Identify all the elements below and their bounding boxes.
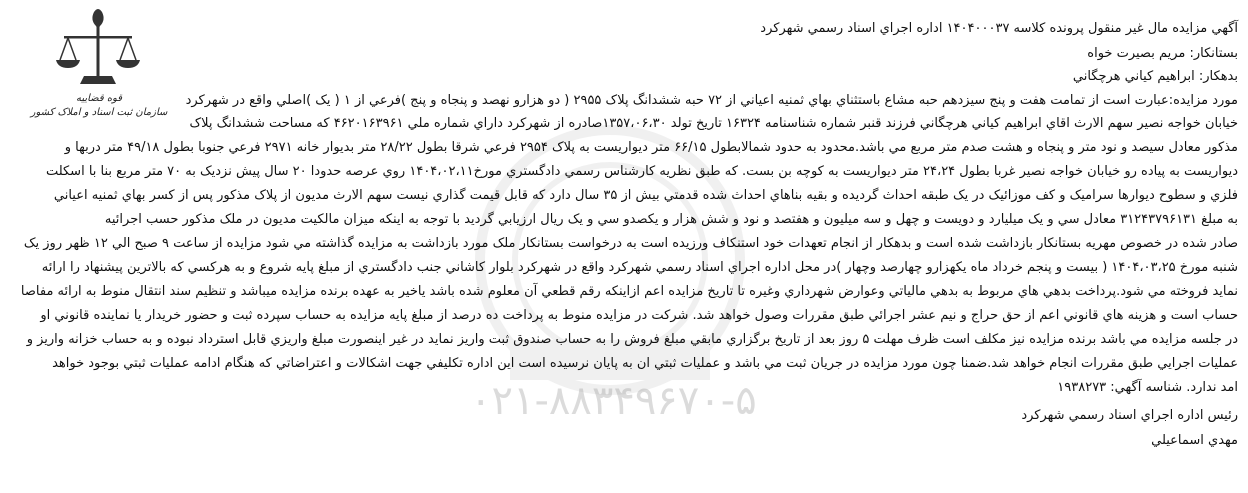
body-line: شنبه مورخ ۱۴۰۴،۰۳،۲۵ ( بيست و پنجم خرداد ماه يکهزارو چهارصد وچهار )در محل اداره اجراي اسناد رسمي شهرکرد واقع در شهرکرد بلوار کاشاني جنب دادگستري از مبلغ پايه شروع و به هرکسي که بالاترين پيشنهاد را ارائه xyxy=(41,260,1238,275)
justice-scales-icon xyxy=(50,6,146,92)
debtor-line: بدهکار: ابراهيم کياني هرچگاني xyxy=(1072,69,1238,84)
body-line: صادر شده در خصوص مهريه بستانکار بازداشت شده است و بدهکار از انجام تعهدات خود استنکاف ورزيده است به درخواست بستانکار ملک مورد بازداشت به مزايده گذاشته مي شود مزايده از ساعت ۹ صبح الي ۱۲ ظهر روز يک xyxy=(23,236,1238,251)
logo-caption-line2: سازمان ثبت اسناد و املاک کشور xyxy=(30,107,168,118)
body-line: به مبلغ ۳۱۲۴۳۷۹۶۱۳۱ معادل سي و يک ميليارد و دويست و چهل و سه ميليون و هفتصد و نود و شش هزار و يکصدو سي و يک ريال ارزيابي گرديد با توجه به اينکه ميزان مالکيت مديون در ملک مذکور حسب اجرائيه xyxy=(104,212,1238,227)
creditor-line: بستانکار: مريم بصيرت خواه xyxy=(1087,46,1238,61)
body-line: مذکور معادل سيصد و نود متر و پنجاه و هشت صدم متر مربع مي باشد.محدود به حدود شمالابطول ۶۶/۱۵ متر ديواريست به پلاک ۲۹۵۴ فرعي شرقا بطول ۲۸/۲۲ متر بديوار خانه ۲۹۷۱ فرعي جنوبا بطول ۴۹/۱۸ متر دربها و xyxy=(64,140,1238,155)
logo-caption-line1: قوه قضاییه xyxy=(75,93,123,104)
body-line: ديواريست به پياده رو خيابان خواجه نصير غربا بطول ۲۴،۲۴ متر ديواريست به کوچه بن بست. که طبق نظريه کارشناس رسمي دادگستري مورخ۱۴۰۴،۰۲،۱۱ روي عرصه حدودا ۲۰ سال پيش نزديک به ۷۰ متر مربع بنا با اسکلت xyxy=(45,164,1238,179)
body-line: مورد مزايده:عبارت است از تمامت هفت و پنج سيزدهم حبه مشاع باستثناي بهاي ثمنيه اعياني از ۷۲ حبه ششدانگ پلاک ۲۹۵۵ ( دو هزارو نهصد و پنجاه و پنج )فرعي از ۱ ( يک )اصلي واقع در شهرکرد xyxy=(185,93,1238,108)
body-line: نمايد فروخته مي شود.پرداخت بدهي هاي مربوط به بدهي مالياتي وعوارض شهرداري وغيره تا تاريخ مزايده اعم ازاينکه رقم قطعي آن معلوم شده باشد ياخير به عهده برنده مزايده ميباشد و تنظيم سند انتقال منوط به ارائه مفاصا xyxy=(20,284,1238,299)
body-line: در جلسه مزايده مي باشد برنده مزايده نيز مکلف است ظرف مهلت ۵ روز بعد از تاريخ برگزاري مابقي مبلغ فروش را به حساب صندوق ثبت واريز نمايد در غير اينصورت مبلغ واريزي قابل استرداد نبوده و به حساب خزانه واريز و xyxy=(26,332,1238,347)
watermark-phone: ۰۲۱-۸۸۳۴۹۶۷۰-۵ xyxy=(470,378,757,424)
body-line: فلزي و سطوح ديوارها سراميک و کف موزائيک در يک طبقه احداث گرديده و بقيه بناهاي احداث شده قدمتي بيش از ۳۵ سال دارد که قابل قيمت گذاري نيست سهم الارث مديون از پلاک مذکور پس از کسر بهاي ثمنيه اعياني xyxy=(53,188,1238,203)
body-line: عمليات اجرايي طبق مقررات انجام خواهد شد.ضمنا چون مورد مزايده در جريان ثبت مي باشد و عمليات ثبتي ان به پايان نرسيده است اين اداره تکليفي جهت اشکالات و اعتراضاتي که هنگام ادامه عمليات ثبتي بوجود خواهد xyxy=(52,356,1238,371)
signer-name: مهدي اسماعيلي xyxy=(1151,433,1238,448)
signer-title: رئيس اداره اجراي اسناد رسمي شهرکرد xyxy=(1021,408,1238,423)
body-line: خيابان خواجه نصير سهم الارث اقاي ابراهيم کياني هرچگاني فرزند قنبر شماره شناسنامه ۱۶۳۲۴ تاريخ تولد ۱۳۵۷،۰۶،۳۰صادره از شهرکرد داراي شماره ملي ۴۶۲۰۱۶۳۹۶۱ که مساحت ششدانگ پلاک xyxy=(189,116,1238,131)
body-line: امد ندارد. شناسه آگهي: ۱۹۳۸۲۷۳ xyxy=(1057,380,1238,395)
body-line: حساب است و هزينه هاي قانوني اعم از حق حراج و نيم عشر اجرائي طبق مقررات وصول خواهد شد. شرکت در مزايده منوط به پرداخت ده درصد از مبلغ پايه مزايده به حساب سپرده ثبت و حضور خريدار يا نماينده قانوني او xyxy=(40,308,1238,323)
notice-title: آگهي مزايده مال غير منقول پرونده کلاسه ۱۴۰۴۰۰۰۳۷ اداره اجراي اسناد رسمي شهرکرد xyxy=(760,21,1238,36)
